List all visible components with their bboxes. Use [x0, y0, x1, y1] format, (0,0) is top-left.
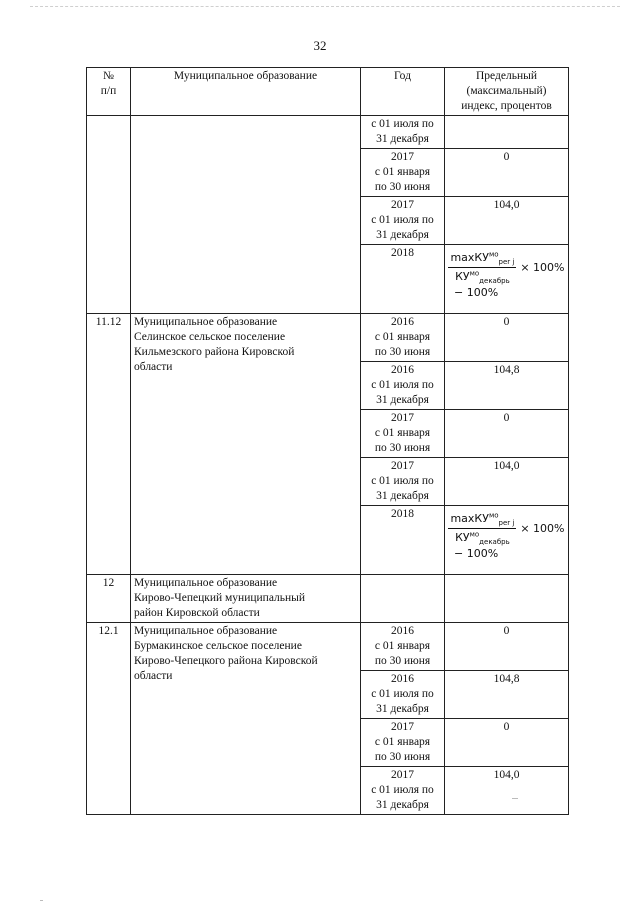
- cell-year: 2017 с 01 января по 30 июня: [361, 719, 445, 767]
- cell-index: 0: [445, 719, 569, 767]
- cell-index: 0: [445, 314, 569, 362]
- cell-num: 12: [87, 575, 131, 623]
- cell-index: 0: [445, 149, 569, 197]
- cell-year: 2016 с 01 января по 30 июня: [361, 314, 445, 362]
- table-row: [87, 314, 569, 362]
- cell-year: 2016 с 01 июля по 31 декабря: [361, 671, 445, 719]
- cell-year: 2017 с 01 июля по 31 декабря: [361, 197, 445, 245]
- cell-year: с 01 июля по 31 декабря: [361, 116, 445, 149]
- cell-year: 2017 с 01 июля по 31 декабря: [361, 767, 445, 815]
- cell-index: 104,8: [445, 362, 569, 410]
- header-index: Предельный (максимальный) индекс, процентов: [445, 68, 569, 116]
- scan-edge-line: [30, 6, 620, 7]
- cell-mo: Муниципальное образование Селинское сельское поселение Кильмезского района Кировской области: [131, 314, 361, 575]
- cell-num: 12.1: [87, 623, 131, 815]
- header-num: № п/п: [87, 68, 131, 116]
- page-number: 32: [313, 38, 327, 53]
- table-row: [87, 623, 569, 671]
- cell-index: 104,0: [445, 197, 569, 245]
- cell-index: 0: [445, 410, 569, 458]
- cell-num: [87, 116, 131, 314]
- cell-index: 0: [445, 623, 569, 671]
- cell-year: 2018: [361, 506, 445, 575]
- cell-index: 104,0: [445, 767, 569, 815]
- cell-year: 2017 с 01 июля по 31 декабря: [361, 458, 445, 506]
- cell-year: 2018: [361, 245, 445, 314]
- cell-year: 2017 с 01 января по 30 июня: [361, 149, 445, 197]
- cell-year: 2017 с 01 января по 30 июня: [361, 410, 445, 458]
- cell-year: 2016 с 01 июля по 31 декабря: [361, 362, 445, 410]
- header-year: Год: [361, 68, 445, 116]
- cell-index: [445, 575, 569, 623]
- header-mo: Муниципальное образование: [131, 68, 361, 116]
- tariff-index-table: [86, 67, 569, 815]
- cell-mo: Муниципальное образование Кирово-Чепецкий муниципальный район Кировской области: [131, 575, 361, 623]
- scan-speck: [40, 900, 43, 901]
- cell-year: [361, 575, 445, 623]
- cell-index-formula: $\frac{\max КУ^{мо}_{per j}}{КУ^{мо}_{декабрь}}$ × 100% − 100%: [445, 245, 569, 314]
- table-header-row: [87, 68, 569, 116]
- cell-mo: [131, 116, 361, 314]
- cell-index: 104,0: [445, 458, 569, 506]
- cell-index: 104,8: [445, 671, 569, 719]
- cell-index-formula: $\frac{\max КУ^{мо}_{per j}}{КУ^{мо}_{декабрь}}$ × 100% − 100%: [445, 506, 569, 575]
- table-row: [87, 116, 569, 149]
- index-formula: $\frac{\max КУ^{мо}_{per j}}{КУ^{мо}_{декабрь}}$ × 100%: [450, 511, 565, 547]
- cell-year: 2016 с 01 января по 30 июня: [361, 623, 445, 671]
- table-row: [87, 575, 569, 623]
- cell-mo: Муниципальное образование Бурмакинское сельское поселение Кирово-Чепецкого района Кировской области: [131, 623, 361, 815]
- scan-speck: [512, 798, 518, 799]
- index-formula: $\frac{\max КУ^{мо}_{per j}}{КУ^{мо}_{декабрь}}$ × 100%: [450, 250, 565, 286]
- cell-index: [445, 116, 569, 149]
- cell-num: 11.12: [87, 314, 131, 575]
